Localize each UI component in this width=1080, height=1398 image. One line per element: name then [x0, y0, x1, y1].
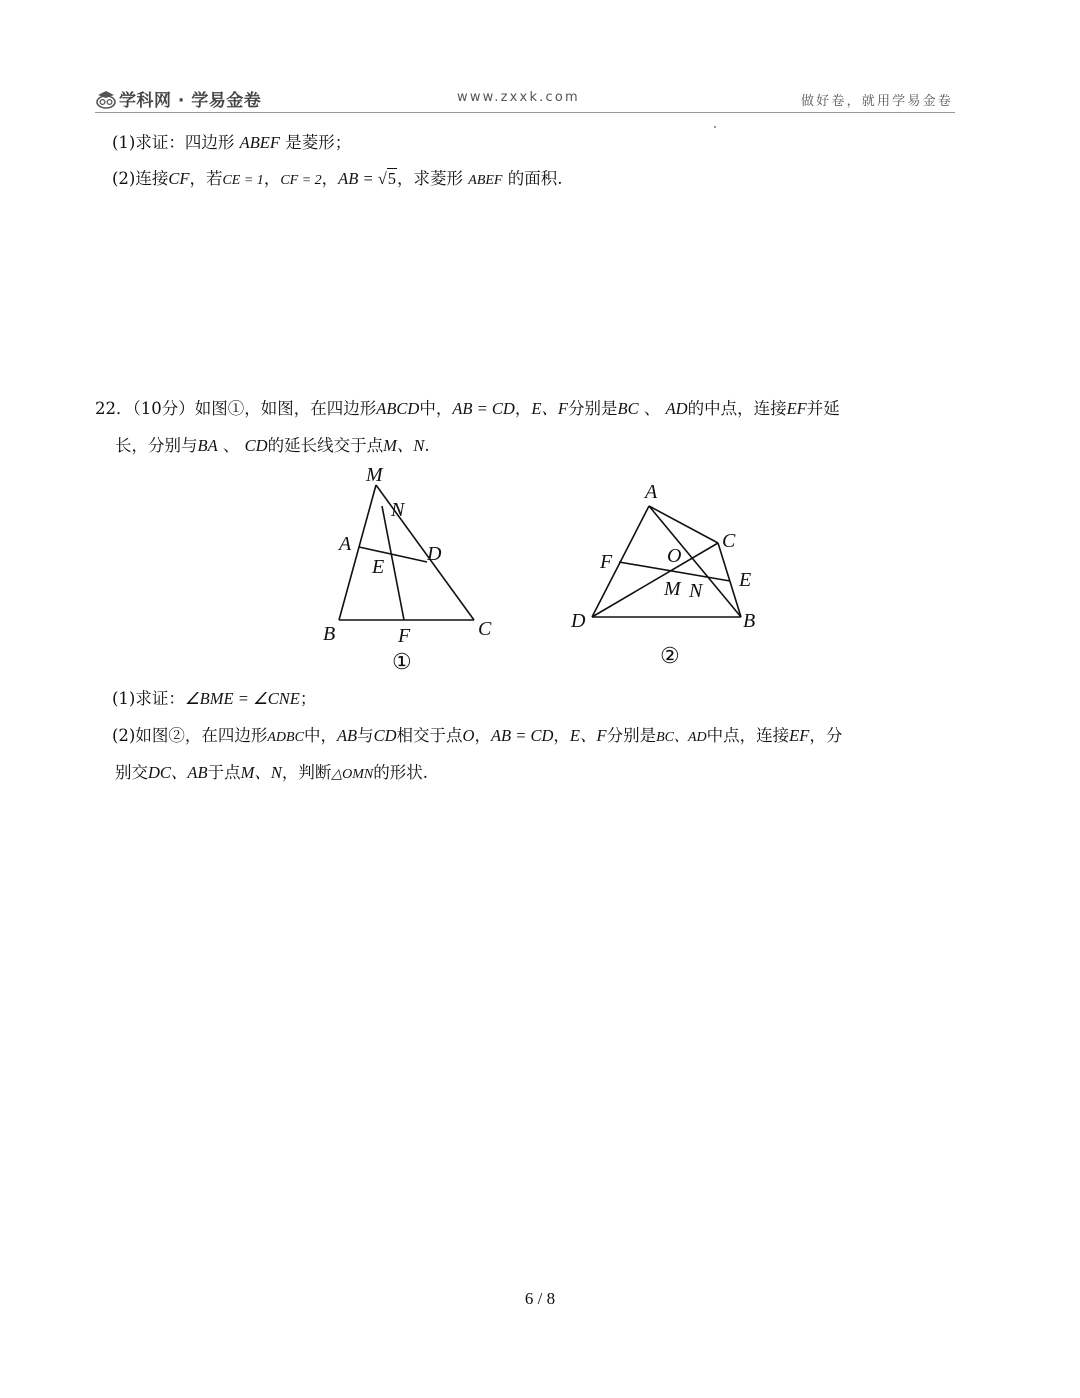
q22-line1 [95, 395, 840, 419]
q22-ef-line: EF [786, 399, 807, 418]
figure-1 [315, 458, 515, 678]
q21-part1 [112, 129, 351, 153]
fig1-label-B: B [323, 623, 336, 645]
fig2-label-M: M [664, 578, 681, 600]
fig2-caption: ② [660, 643, 680, 668]
q22-l1-a: 如图①，如图，在四边形 [194, 399, 377, 418]
fig2-label-C: C [722, 530, 736, 552]
q21-part2-prefix: (2)连接 [112, 169, 169, 188]
q21-part2-shape: ABEF [468, 173, 503, 188]
q22-line2 [115, 432, 430, 456]
fig2-label-O: O [667, 545, 682, 567]
q22-p2b-dc: DC、AB [148, 763, 208, 782]
fig2-label-D: D [571, 610, 586, 632]
q22-part1-suffix: ； [299, 689, 317, 708]
q21-text4: ，求菱形 [397, 169, 469, 188]
q22-p2-d: 相交于点 [396, 726, 463, 745]
q22-p2-b: 中， [303, 726, 337, 745]
q22-p2-cd: CD [373, 726, 397, 745]
q22-l1-e: 、 [638, 399, 666, 418]
q22-l1-d: 分别是 [567, 399, 618, 418]
q22-p2-a: (2)如图②，在四边形 [112, 726, 268, 745]
q22-p2-ab: AB [336, 726, 358, 745]
q22-p2-g: 分别是 [606, 726, 657, 745]
speck [714, 126, 716, 128]
q22-p2-ef: E、F [569, 726, 607, 745]
fig2-label-A: A [645, 481, 658, 503]
q22-p2-efline: EF [789, 726, 810, 745]
owl-logo-icon [95, 89, 117, 109]
fig1-label-M: M [366, 464, 383, 486]
q22-quad: ABCD [376, 399, 420, 418]
q22-p2-c: 与 [357, 726, 374, 745]
q21-part1-shape: ABEF [239, 133, 280, 152]
q21-ab-eq: AB = [338, 169, 378, 188]
q22-bc: BC [617, 399, 639, 418]
page-header [95, 86, 955, 113]
brand-name: 学科网 · 学易金卷 [119, 91, 262, 111]
q21-text1: ，若 [189, 169, 223, 188]
q22-l2-c: 的延长线交于点 [267, 436, 384, 455]
q22-part2-cont [115, 759, 428, 783]
q22-p2b-a: 别交 [115, 763, 148, 782]
q22-p2b-tri: △OMN [331, 767, 374, 782]
site-url[interactable]: www.zxxk.com [457, 90, 580, 105]
q22-cd: CD [244, 436, 268, 455]
q22-l2-a: 长，分别与 [115, 436, 198, 455]
q22-l1-b: 中， [419, 399, 453, 418]
q22-l2-d: . [424, 436, 430, 455]
q22-part1 [112, 685, 316, 709]
figure-2 [565, 475, 775, 675]
sqrt-radicand: 5 [387, 169, 397, 188]
q22-p2-eq: AB = CD [490, 726, 554, 745]
q22-ab-cd: AB = CD [452, 399, 515, 418]
q22-part1-prefix: (1)求证： [112, 689, 185, 708]
q21-text5: 的面积. [502, 169, 563, 188]
q22-ba: BA [197, 436, 218, 455]
q22-mn: M、N [383, 436, 425, 455]
q22-p2b-d: 的形状. [373, 763, 428, 782]
q22-p2b-b: 于点 [207, 763, 241, 782]
fig1-label-N: N [391, 499, 405, 521]
q21-cf: CF [168, 169, 190, 188]
q21-ce-eq: CE = 1 [222, 173, 264, 188]
q22-p2b-mn: M、N [240, 763, 282, 782]
q21-part2 [112, 165, 562, 189]
q22-l2-b: 、 [217, 436, 245, 455]
fig1-label-D: D [427, 543, 442, 565]
fig2-label-B: B [743, 610, 756, 632]
q22-p2b-c: ，判断 [281, 763, 332, 782]
header-slogan: 做好卷，就用学易金卷 [800, 94, 953, 109]
fig2-label-F: F [600, 551, 613, 573]
page-number: 6 / 8 [524, 1289, 556, 1308]
brand-logo [95, 86, 261, 111]
q22-p2-bc: BC、AD [656, 730, 707, 745]
q21-text3: ， [321, 169, 339, 188]
q22-l1-g: 并延 [806, 399, 840, 418]
q22-number: 22． [95, 399, 133, 418]
fig2-label-E: E [739, 569, 752, 591]
q22-p2-h: 中点，连接 [706, 726, 790, 745]
fig1-caption: ① [392, 649, 412, 674]
q22-part2 [112, 722, 842, 746]
q22-angle-eq: ∠BME = ∠CNE [184, 689, 300, 708]
q21-cf-eq: CF = 2 [280, 173, 322, 188]
q22-score: （10分） [132, 399, 195, 418]
q21-part1-prefix: (1)求证：四边形 [112, 133, 240, 152]
q22-ef-points: E、F [531, 399, 568, 418]
q22-p2-i: ，分 [809, 726, 843, 745]
q22-l1-c: ， [514, 399, 532, 418]
fig1-label-A: A [339, 533, 352, 555]
q22-p2-e: ， [474, 726, 491, 745]
q22-p2-o: O [462, 726, 475, 745]
q22-p2-quad: ADBC [267, 730, 304, 745]
q22-l1-f: 的中点，连接 [687, 399, 787, 418]
q21-part1-suffix: 是菱形； [279, 133, 352, 152]
q22-p2-f: ， [553, 726, 570, 745]
fig1-label-C: C [478, 618, 492, 640]
sqrt-sign: √ [377, 169, 387, 188]
fig1-label-F: F [398, 625, 411, 647]
fig2-label-N: N [689, 580, 703, 602]
q21-text2: ， [263, 169, 281, 188]
fig1-label-E: E [372, 556, 385, 578]
q22-ad: AD [665, 399, 688, 418]
